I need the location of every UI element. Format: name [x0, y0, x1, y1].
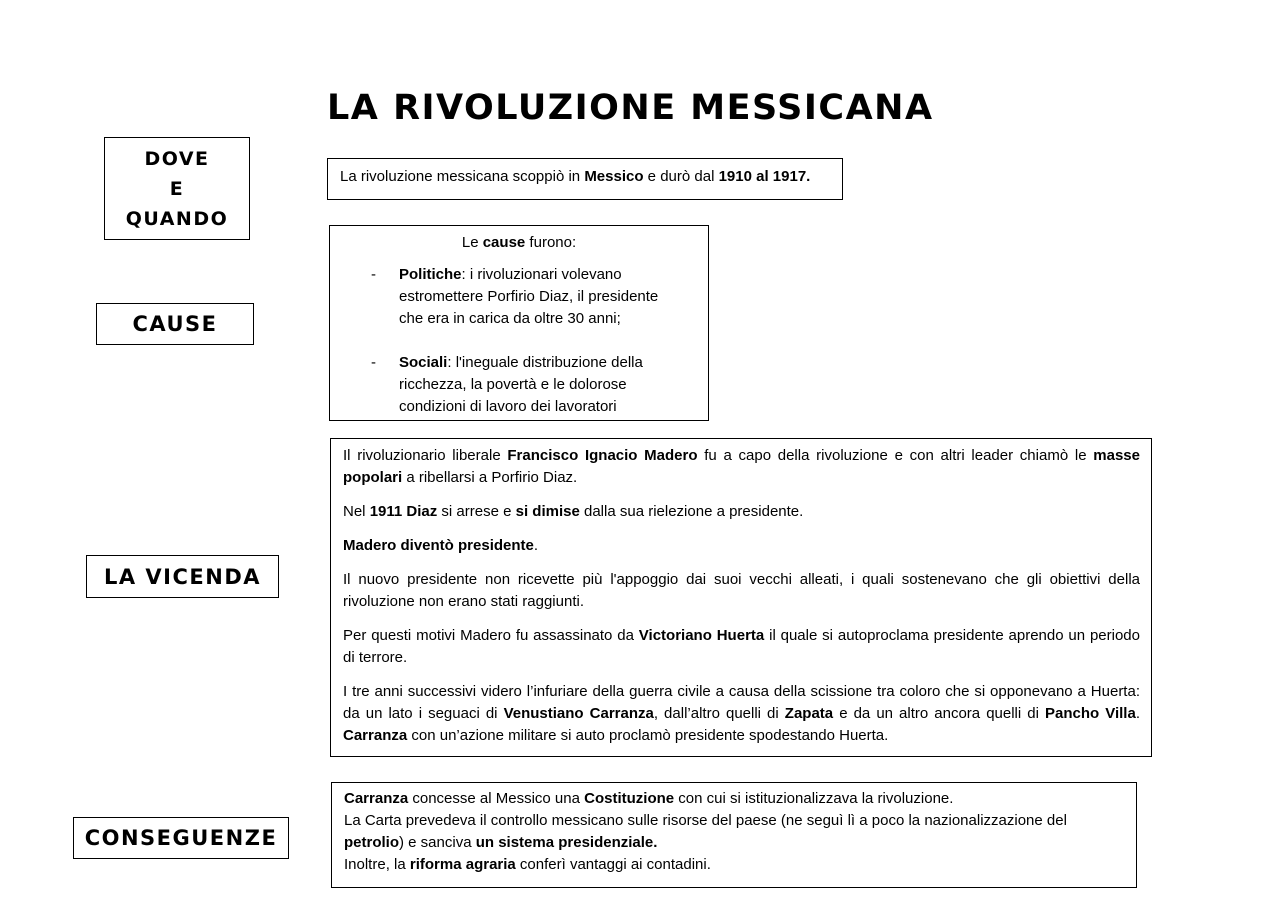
- dove-quando-box: [327, 158, 843, 200]
- cause-list: [330, 264, 708, 418]
- dove-quando-text: La rivoluzione messicana scoppiò in Messico e durò dal 1910 al 1917.: [340, 168, 811, 185]
- label-vicenda: LA VICENDA: [86, 555, 279, 598]
- vicenda-p4: Il nuovo presidente non ricevette più l'appoggio dai suoi vecchi alleati, i quali sostenevano che gli obiettivi della rivoluzione non erano stati raggiunti.: [343, 571, 1140, 610]
- page-title: LA RIVOLUZIONE MESSICANA: [327, 88, 934, 128]
- vicenda-p5: Per questi motivi Madero fu assassinato da Victoriano Huerta il quale si autoproclama presidente aprendo un periodo di terrore.: [343, 627, 1140, 666]
- vicenda-p6: I tre anni successivi videro l’infuriare della guerra civile a causa della scissione tra coloro che si opponevano a Huerta: da un lato i seguaci di Venustiano Carranza, dall’altro quelli di Zapata e da un altro ancora quelli di Pancho Villa. Carranza con un’azione militare si auto proclamò presidente spodestando Huerta.: [343, 683, 1140, 744]
- label-cause: CAUSE: [96, 303, 254, 345]
- conseguenze-l1: Carranza concesse al Messico una Costituzione con cui si istituzionalizzava la rivoluzione.: [344, 790, 954, 807]
- label-dove-quando: [104, 137, 250, 240]
- label-quando: QUANDO: [125, 207, 229, 230]
- cause-item-politiche: - Politiche: i rivoluzionari volevano estromettere Porfirio Diaz, il presidente che era in carica da oltre 30 anni;: [371, 266, 659, 327]
- conseguenze-l2: La Carta prevedeva il controllo messicano sulle risorse del paese (ne seguì lì a poco la nazionalizzazione del petrolio) e sanciva un sistema presidenziale.: [344, 812, 1067, 851]
- label-dove: DOVE: [144, 147, 210, 170]
- conseguenze-l3: Inoltre, la riforma agraria conferì vantaggi ai contadini.: [344, 856, 711, 873]
- cause-box: [329, 225, 709, 421]
- vicenda-p2: Nel 1911 Diaz si arrese e si dimise dalla sua rielezione a presidente.: [343, 503, 804, 520]
- vicenda-p1: Il rivoluzionario liberale Francisco Ignacio Madero fu a capo della rivoluzione e con altri leader chiamò le masse popolari a ribellarsi a Porfirio Diaz.: [343, 447, 1140, 486]
- vicenda-p3: Madero diventò presidente.: [343, 537, 539, 554]
- vicenda-box: [330, 438, 1152, 757]
- cause-intro: Le cause furono:: [461, 234, 577, 251]
- conseguenze-box: [331, 782, 1137, 888]
- label-e: E: [169, 177, 185, 200]
- label-conseguenze: CONSEGUENZE: [73, 817, 289, 859]
- cause-item-sociali: - Sociali: l'ineguale distribuzione della ricchezza, la povertà e le dolorose condizioni di lavoro dei lavoratori: [371, 354, 643, 415]
